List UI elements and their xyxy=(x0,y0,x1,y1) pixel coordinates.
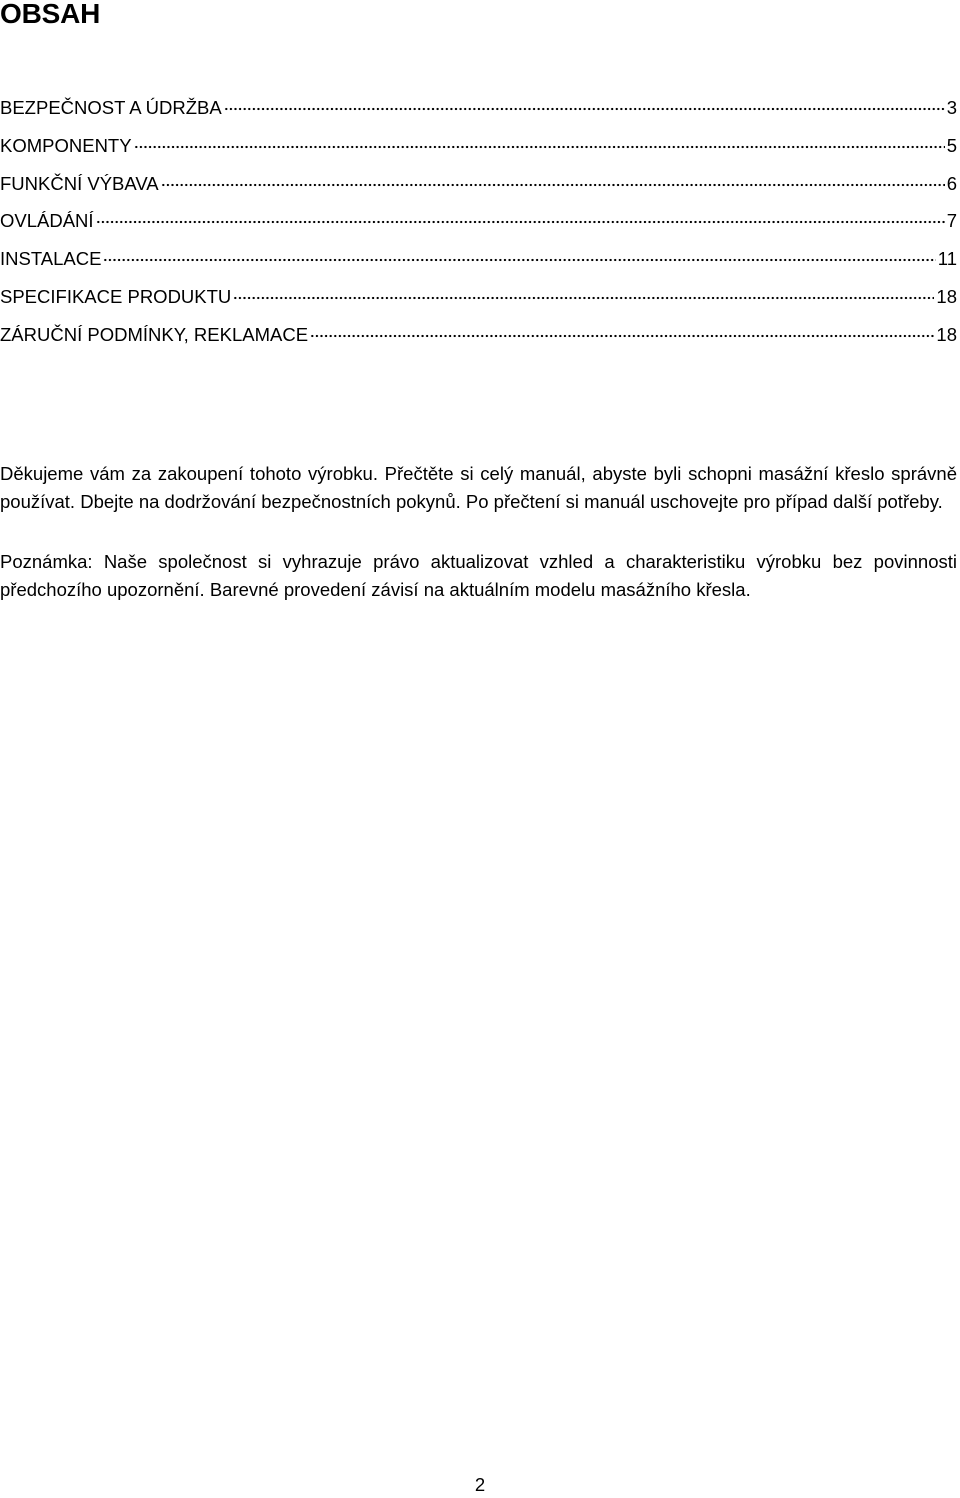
toc-dot-leader xyxy=(224,92,945,114)
toc-entry-page: 11 xyxy=(937,248,957,270)
page-number: 2 xyxy=(474,1474,486,1495)
toc-entry-title: INSTALACE xyxy=(0,248,102,270)
toc-entry-page: 6 xyxy=(946,172,957,194)
toc-entry-title: BEZPEČNOST A ÚDRŽBA xyxy=(0,97,222,118)
toc-entry-page: 18 xyxy=(936,285,957,307)
toc-dot-leader xyxy=(233,281,934,303)
toc-entry-components[interactable] xyxy=(0,130,957,168)
toc-dot-leader xyxy=(161,168,945,190)
toc-entry-title: SPECIFIKACE PRODUKTU xyxy=(0,285,232,307)
page-title: OBSAH xyxy=(0,0,101,29)
toc-dot-leader xyxy=(96,205,945,227)
intro-paragraph: Děkujeme vám za zakoupení tohoto výrobku. Přečtěte si celý manuál, abyste byli schopni masážní křeslo správně používat. Dbejte na dodržování bezpečnostních pokynů. Po přečtení si manuál uschovejte pro případ další potřeby. xyxy=(0,463,957,512)
toc-entry-page: 5 xyxy=(946,134,957,156)
toc-entry-page: 18 xyxy=(936,323,957,345)
toc-entry-installation[interactable] xyxy=(0,243,957,281)
table-of-contents xyxy=(0,92,957,357)
toc-dot-leader xyxy=(103,243,935,265)
toc-entry-title: KOMPONENTY xyxy=(0,134,132,156)
toc-entry-page: 7 xyxy=(946,210,957,232)
note-paragraph: Poznámka: Naše společnost si vyhrazuje právo aktualizovat vzhled a charakteristiku výrobku bez povinnosti předchozího upozornění. Barevné provedení závisí na aktuálním modelu masážního křesla. xyxy=(0,551,957,600)
toc-entry-title: OVLÁDÁNÍ xyxy=(0,210,94,232)
toc-entry-title: FUNKČNÍ VÝBAVA xyxy=(0,172,159,194)
toc-entry-page: 3 xyxy=(946,97,957,118)
toc-entry-warranty[interactable] xyxy=(0,319,957,357)
toc-dot-leader xyxy=(310,319,934,341)
toc-entry-safety[interactable] xyxy=(0,92,957,130)
toc-entry-specifications[interactable] xyxy=(0,281,957,319)
toc-entry-title: ZÁRUČNÍ PODMÍNKY, REKLAMACE xyxy=(0,323,309,345)
toc-entry-features[interactable] xyxy=(0,168,957,206)
toc-dot-leader xyxy=(134,130,945,152)
toc-entry-controls[interactable] xyxy=(0,205,957,243)
